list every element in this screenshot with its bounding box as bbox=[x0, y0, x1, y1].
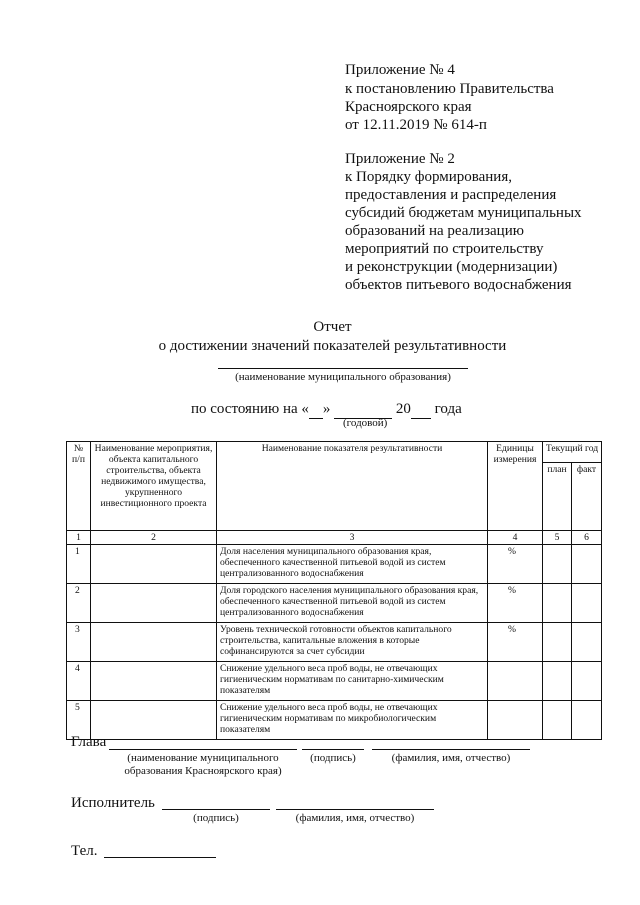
appendix2-line: мероприятий по строительству bbox=[345, 241, 544, 257]
row-plan-cell[interactable] bbox=[543, 701, 572, 740]
appendix2-line: субсидий бюджетам муниципальных bbox=[345, 205, 582, 221]
row-plan-cell[interactable] bbox=[543, 545, 572, 584]
report-subtitle: о достижении значений показателей результативности bbox=[158, 338, 507, 354]
column-number: 2 bbox=[91, 531, 217, 545]
date-year-blank bbox=[411, 400, 431, 419]
head-caption-name: (наименование муниципального bbox=[127, 752, 279, 764]
date-year: 20 bbox=[395, 401, 411, 417]
row-fact-cell[interactable] bbox=[572, 584, 602, 623]
row-indicator: Снижение удельного веса проб воды, не отвечающих гигиеническим нормативам по санитарно-химическим показателям bbox=[217, 662, 488, 701]
row-fact-cell[interactable] bbox=[572, 545, 602, 584]
executor-caption-fio: (фамилия, имя, отчество) bbox=[295, 812, 415, 824]
executor-label: Исполнитель bbox=[71, 795, 155, 811]
table-row bbox=[67, 623, 602, 662]
column-number: 5 bbox=[543, 531, 572, 545]
head-name-blank[interactable] bbox=[109, 749, 297, 750]
row-unit bbox=[488, 662, 543, 701]
head-sign-blank[interactable] bbox=[302, 749, 364, 750]
row-measure-cell[interactable] bbox=[91, 701, 217, 740]
column-number: 1 bbox=[67, 531, 91, 545]
executor-fio-blank[interactable] bbox=[276, 809, 434, 810]
head-fio-blank[interactable] bbox=[372, 749, 530, 750]
header-measure: Наименование мероприятия, объекта капитального строительства, объекта недвижимого имущества, укрупненного инвестиционного проекта bbox=[91, 442, 217, 531]
table-row bbox=[67, 662, 602, 701]
header-num: № п/п bbox=[67, 442, 91, 531]
row-number: 2 bbox=[67, 584, 91, 623]
date-quote-close: » bbox=[322, 401, 331, 417]
appendix2-line: Приложение № 2 bbox=[345, 151, 455, 167]
header-unit: Единицы измерения bbox=[488, 442, 543, 531]
table-row bbox=[67, 545, 602, 584]
table-row bbox=[67, 701, 602, 740]
column-number: 6 bbox=[572, 531, 602, 545]
row-measure-cell[interactable] bbox=[91, 584, 217, 623]
header-current-year: Текущий год bbox=[543, 442, 602, 463]
row-indicator: Доля населения муниципального образования края, обеспеченного качественной питьевой водой из систем централизованного водоснабжения bbox=[217, 545, 488, 584]
column-numbers-row bbox=[67, 531, 602, 545]
row-unit bbox=[488, 701, 543, 740]
row-unit: % bbox=[488, 584, 543, 623]
row-number: 5 bbox=[67, 701, 91, 740]
appendix4-line2: к постановлению Правительства bbox=[345, 81, 554, 97]
head-caption-fio: (фамилия, имя, отчество) bbox=[391, 752, 511, 764]
header-plan: план bbox=[543, 463, 572, 531]
row-plan-cell[interactable] bbox=[543, 584, 572, 623]
row-number: 1 bbox=[67, 545, 91, 584]
row-plan-cell[interactable] bbox=[543, 662, 572, 701]
column-number: 4 bbox=[488, 531, 543, 545]
row-indicator: Доля городского населения муниципального образования края, обеспеченного качественной питьевой водой из систем централизованного водоснабжения bbox=[217, 584, 488, 623]
row-number: 3 bbox=[67, 623, 91, 662]
appendix4-line3: Красноярского края bbox=[345, 99, 472, 115]
row-fact-cell[interactable] bbox=[572, 623, 602, 662]
executor-caption-sign: (подпись) bbox=[193, 812, 239, 824]
head-label: Глава bbox=[71, 734, 107, 750]
header-indicator: Наименование показателя результативности bbox=[217, 442, 488, 531]
row-indicator: Уровень технической готовности объектов капитального строительства, капитальные вложения в которые софинансируются за счет субсидии bbox=[217, 623, 488, 662]
date-line bbox=[191, 400, 462, 419]
row-number: 4 bbox=[67, 662, 91, 701]
appendix4-line4: от 12.11.2019 № 614-п bbox=[345, 117, 487, 133]
municipality-caption: (наименование муниципального образования) bbox=[235, 371, 451, 383]
date-suffix: года bbox=[434, 401, 462, 417]
executor-sign-blank[interactable] bbox=[162, 809, 270, 810]
appendix2-line: к Порядку формирования, bbox=[345, 169, 512, 185]
row-fact-cell[interactable] bbox=[572, 701, 602, 740]
table-header-row bbox=[67, 442, 602, 463]
row-measure-cell[interactable] bbox=[91, 623, 217, 662]
phone-blank[interactable] bbox=[104, 857, 216, 858]
date-day-blank bbox=[309, 400, 323, 419]
date-prefix: по состоянию на « bbox=[191, 401, 309, 417]
row-measure-cell[interactable] bbox=[91, 662, 217, 701]
appendix4-line1: Приложение № 4 bbox=[345, 62, 455, 78]
row-plan-cell[interactable] bbox=[543, 623, 572, 662]
header-fact: факт bbox=[572, 463, 602, 531]
row-measure-cell[interactable] bbox=[91, 545, 217, 584]
report-title: Отчет bbox=[313, 319, 352, 335]
row-unit: % bbox=[488, 545, 543, 584]
appendix2-line: образований на реализацию bbox=[345, 223, 524, 239]
column-number: 3 bbox=[217, 531, 488, 545]
year-caption: (годовой) bbox=[343, 417, 388, 429]
phone-label: Тел. bbox=[71, 843, 98, 859]
head-caption-name: образования Красноярского края) bbox=[124, 765, 282, 777]
municipality-blank bbox=[218, 368, 468, 369]
row-indicator: Снижение удельного веса проб воды, не отвечающих гигиеническим нормативам по микробиологическим показателям bbox=[217, 701, 488, 740]
head-caption-sign: (подпись) bbox=[310, 752, 356, 764]
appendix2-line: предоставления и распределения bbox=[345, 187, 557, 203]
appendix2-line: объектов питьевого водоснабжения bbox=[345, 277, 572, 293]
row-fact-cell[interactable] bbox=[572, 662, 602, 701]
report-table bbox=[66, 441, 602, 740]
appendix2-line: и реконструкции (модернизации) bbox=[345, 259, 558, 275]
table-row bbox=[67, 584, 602, 623]
row-unit: % bbox=[488, 623, 543, 662]
